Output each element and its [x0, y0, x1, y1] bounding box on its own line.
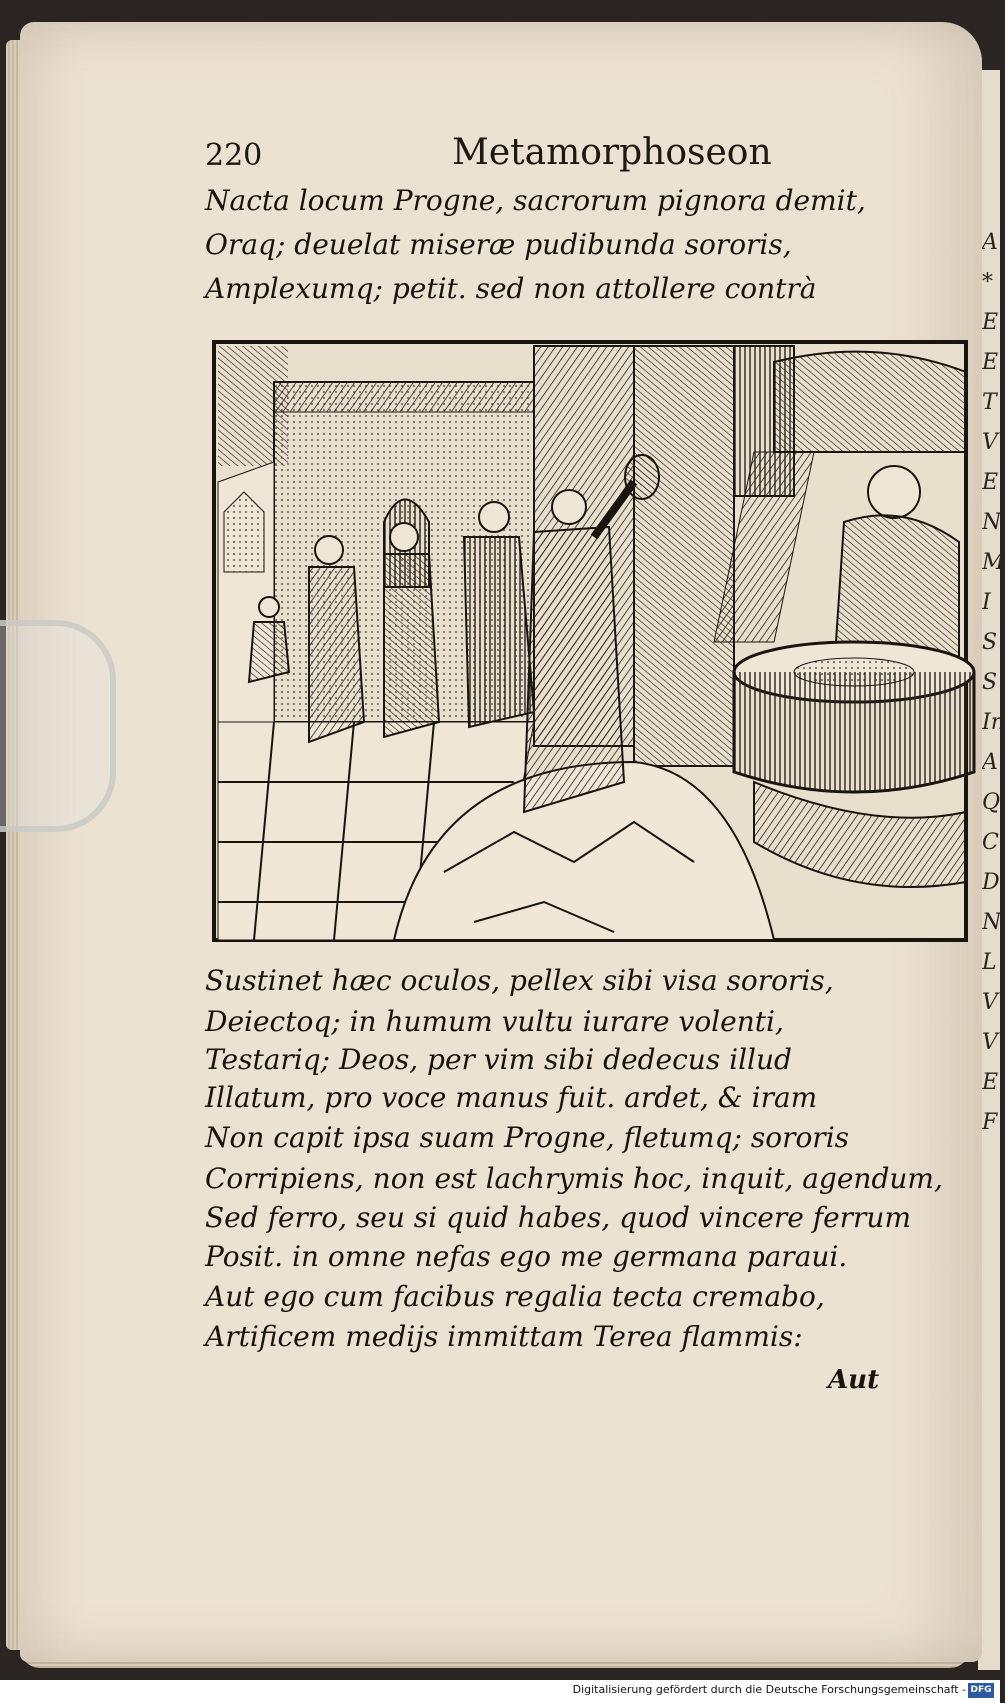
facing-page-letter: V — [982, 1030, 998, 1055]
page-clip — [0, 620, 116, 832]
verse-line: Oraq; deuelat miseræ pudibunda sororis, — [205, 228, 792, 261]
facing-page-letter: F — [982, 1110, 998, 1135]
facing-page-letters — [982, 230, 1005, 1150]
verse-line: Nacta locum Progne, sacrorum pignora demit, — [205, 184, 866, 217]
verse-line: Illatum, pro voce manus fuit. ardet, & iram — [205, 1081, 818, 1114]
facing-page-letter: * — [982, 270, 993, 295]
facing-page-letter: E — [982, 470, 999, 495]
facing-page-letter: E — [982, 350, 999, 375]
catchword: Aut — [828, 1365, 880, 1395]
verse-line: Aut ego cum facibus regalia tecta cremabo, — [205, 1280, 825, 1313]
woodcut-illustration — [214, 342, 966, 940]
facing-page-letter: A — [982, 230, 998, 255]
facing-page-letter: N — [982, 910, 1002, 935]
facing-page-letter: N — [982, 510, 1002, 535]
facing-page-letter: C — [982, 830, 999, 855]
footer-credit: Digitalisierung gefördert durch die Deutsche Forschungsgemeinschaft - — [572, 1683, 966, 1696]
facing-page-letter: E — [982, 310, 999, 335]
verse-line: Deiectoq; in humum vultu iurare volenti, — [205, 1005, 784, 1038]
footer-bar — [0, 1680, 1000, 1703]
verse-line: Posit. in omne nefas ego me germana paraui. — [205, 1240, 848, 1273]
facing-page-letter: D — [982, 870, 1000, 895]
facing-page-letter: M — [982, 550, 1005, 575]
facing-page-letter: S — [982, 630, 998, 655]
facing-page-letter: V — [982, 430, 998, 455]
facing-page-letter: S — [982, 670, 998, 695]
facing-page-letter: T — [982, 390, 997, 415]
facing-page-letter: A — [982, 750, 998, 775]
page-number: 220 — [205, 138, 263, 173]
verse-line: Corripiens, non est lachrymis hoc, inquit, agendum, — [205, 1162, 943, 1195]
facing-page-letter: L — [982, 950, 997, 975]
verse-line: Sustinet hæc oculos, pellex sibi visa sororis, — [205, 964, 834, 997]
verse-line: Sed ferro, seu si quid habes, quod vincere ferrum — [205, 1201, 912, 1234]
verse-line: Non capit ipsa suam Progne, fletumq; sororis — [205, 1121, 850, 1154]
verse-line: Artificem medijs immittam Terea flammis: — [205, 1320, 803, 1353]
running-title: Metamorphoseon — [452, 132, 772, 173]
facing-page-letter: V — [982, 990, 998, 1015]
facing-page-letter: In — [982, 710, 1005, 735]
verse-line: Testariq; Deos, per vim sibi dedecus illud — [205, 1043, 792, 1076]
facing-page-letter: I — [982, 590, 991, 615]
dfg-logo: DFG — [968, 1683, 994, 1698]
facing-page-letter: E — [982, 1070, 999, 1095]
verse-line: Amplexumq; petit. sed non attollere contrà — [205, 272, 817, 305]
facing-page-letter: Q — [982, 790, 1001, 815]
